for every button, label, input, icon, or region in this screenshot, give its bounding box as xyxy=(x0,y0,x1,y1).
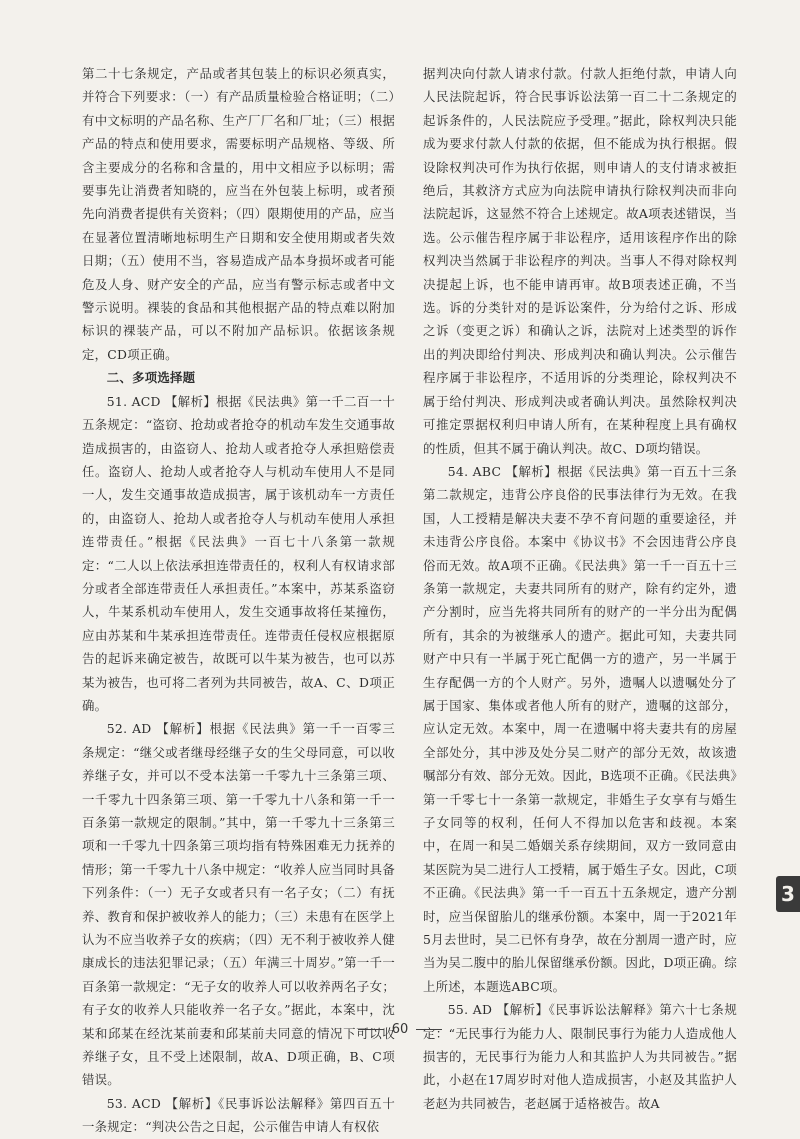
paragraph-q53-continuation: 据判决向付款人请求付款。付款人拒绝付款，申请人向人民法院起诉，符合民事诉讼法第一百二十二条规定的起诉条件的，人民法院应予受理。”据此，除权判决只能成为要求付款人付款的依据，但不能成为执行根据。假设除权判决可作为执行依据，则申请人的支付请求被拒绝后，其救济方式应为向法院申请执行除权判决而非向法院起诉，这显然不符合上述规定。故A项表述错误，当选。公示催告程序属于非讼程序，适用该程序作出的除权判决当然属于非讼程序的判决。当事人不得对除权判决提起上诉，也不能申请再审。故B项表述正确，不当选。诉的分类针对的是诉讼案件，分为给付之诉、形成之诉（变更之诉）和确认之诉，法院对上述类型的诉作出的判决即给付判决、形成判决和确认判决。公示催告程序属于非讼程序，不适用诉的分类理论，除权判决不属于给付判决、形成判决或者确认判决。虽然除权判决可推定票据权利归申请人所有，在某种程度上具有确权的性质，但其不属于确认判决。故C、D项均错误。 xyxy=(423,66,737,456)
answer-53: 53. ACD 【解析】《民事诉讼法解释》第四百五十一条规定：“判决公告之日起，公示催告申请人有权依 xyxy=(82,1095,395,1135)
answer-55: 55. AD 【解析】《民事诉讼法解释》第六十七条规定：“无民事行为能力人、限制民事行为能力人造成他人损害的，无民事行为能力人和其监护人为共同被告。”据此，小赵在17周岁时对他人造成损害，小赵及其监护人老赵为共同被告，老赵属于适格被告。故A xyxy=(423,1002,737,1111)
section-heading: 二、多项选择题 xyxy=(106,370,196,386)
chapter-tab: 3 xyxy=(776,876,800,912)
answer-54: 54. ABC 【解析】根据《民法典》第一百五十三条第二款规定，违背公序良俗的民事法律行为无效。在我国，人工授精是解决夫妻不孕不育问题的重要途径，并未违背公序良俗。本案中《协议书》不会因违背公序良俗而无效。故A项不正确。《民法典》第一千一百五十三条第一款规定，夫妻共同所有的财产，除有约定外，遗产分割时，应当先将共同所有的财产的一半分出为配偶所有，其余的为被继承人的遗产。据此可知，夫妻共同财产中只有一半属于死亡配偶一方的遗产，另一半属于生存配偶一方的个人财产。另外，遗嘱人以遗嘱处分了属于国家、集体或者他人所有的财产，遗嘱的这部分，应认定无效。本案中，周一在遗嘱中将夫妻共有的房屋全部处分，其中涉及处分吴二财产的部分无效，故该遗嘱部分有效、部分无效。因此，B选项不正确。《民法典》第一千零七十一条第一款规定，非婚生子女享有与婚生子女同等的权利，任何人不得加以危害和歧视。本案中，在周一和吴二婚姻关系存续期间，双方一致同意由某医院为吴二进行人工授精，属于婚生子女。因此，C项不正确。《民法典》第一千一百五十五条规定，遗产分割时，应当保留胎儿的继承份额。本案中，周一于2021年5月去世时，吴二已怀有身孕，故在分割周一遗产时，应当为吴二腹中的胎儿保留继承份额。因此，D项正确。综上所述，本题选ABC项。 xyxy=(423,463,737,994)
page-number: 60 xyxy=(391,1022,409,1037)
page-footer xyxy=(0,1022,800,1037)
footer-dash-left xyxy=(358,1029,384,1030)
answer-52: 52. AD 【解析】根据《民法典》第一千一百零三条规定：“继父或者继母经继子女的生父母同意，可以收养继子女，并可以不受本法第一千零九十三条第三项、一千零九十四条第三项、第一千零九十八条和第一千一百条第一款规定的限制。”其中，第一千零九十三条第三项和一千零九十四条第三项均指有特殊困难无力抚养的情形；第一千零九十八条中规定：“收养人应当同时具备下列条件：（一）无子女或者只有一名子女；（二）有抚养、教育和保护被收养人的能力；（三）未患有在医学上认为不应当收养子女的疾病；（四）无不利于被收养人健康成长的违法犯罪记录；（五）年满三十周岁。”第一千一百条第一款规定：“无子女的收养人可以收养两名子女；有子女的收养人只能收养一名子女。”据此，本案中，沈某和邱某在经沈某前妻和邱某前夫同意的情况下可以收养继子女，且不受上述限制，故A、D项正确，B、C项错误。 xyxy=(82,721,395,1088)
footer-dash-right xyxy=(416,1029,442,1030)
left-column xyxy=(82,62,395,1139)
answer-51: 51. ACD 【解析】根据《民法典》第一千二百一十五条规定：“盗窃、抢劫或者抢夺的机动车发生交通事故造成损害的，由盗窃人、抢劫人或者抢夺人承担赔偿责任。盗窃人、抢劫人或者抢夺人与机动车使用人不是同一人，发生交通事故造成损害，属于该机动车一方责任的，由盗窃人、抢劫人或者抢夺人与机动车使用人承担连带责任。”根据《民法典》一百七十八条第一款规定：“二人以上依法承担连带责任的，权利人有权请求部分或者全部连带责任人承担责任。”本案中，苏某系盗窃人，牛某系机动车使用人，发生交通事故将任某撞伤，应由苏某和牛某承担连带责任。连带责任侵权应根据原告的起诉来确定被告，故既可以牛某为被告，也可以苏某为被告，也可将二者列为共同被告，故A、C、D项正确。 xyxy=(82,393,395,713)
right-column xyxy=(423,62,737,1115)
paragraph-q50-continuation: 第二十七条规定，产品或者其包装上的标识必须真实，并符合下列要求：（一）有产品质量检验合格证明；（二）有中文标明的产品名称、生产厂厂名和厂址；（三）根据产品的特点和使用要求，需要标明产品规格、等级、所含主要成分的名称和含量的，用中文相应予以标明；需要事先让消费者知晓的，应当在外包装上标明，或者预先向消费者提供有关资料；（四）限期使用的产品，应当在显著位置清晰地标明生产日期和安全使用期或者失效日期；（五）使用不当，容易造成产品本身损坏或者可能危及人身、财产安全的产品，应当有警示标志或者中文警示说明。裸装的食品和其他根据产品的特点难以附加标识的裸装产品，可以不附加产品标识。依据该条规定，CD项正确。 xyxy=(82,66,395,362)
